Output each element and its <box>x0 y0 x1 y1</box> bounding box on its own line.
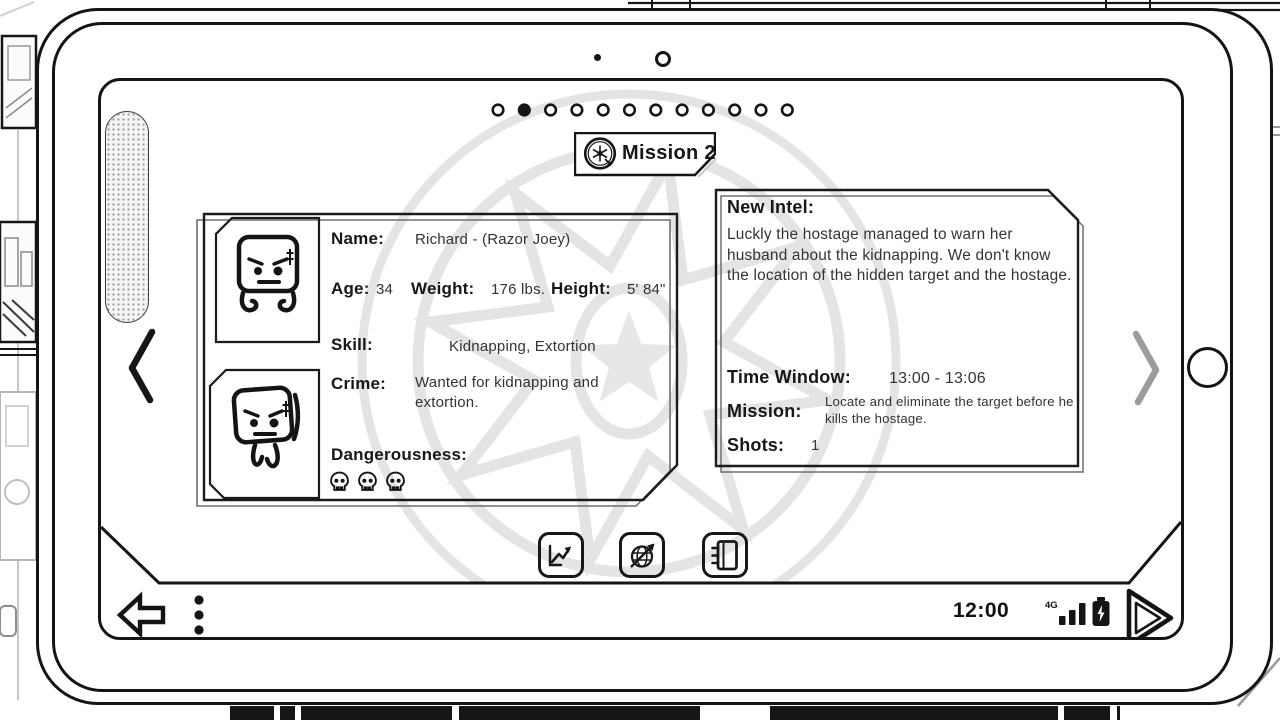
skill-value: Kidnapping, Extortion <box>449 338 596 355</box>
age-label: Age: <box>331 279 370 298</box>
crime-label: Crime: <box>331 374 387 393</box>
skull-icon <box>329 471 350 492</box>
play-next-button[interactable] <box>1121 585 1177 640</box>
battery-charging-icon <box>1091 597 1111 627</box>
map-button[interactable] <box>619 532 665 578</box>
dangerousness-skulls <box>329 471 406 492</box>
pagination-dot[interactable] <box>782 105 793 116</box>
pagination-dot[interactable] <box>756 105 767 116</box>
notebook-button[interactable] <box>702 532 748 578</box>
mugshot-front <box>216 218 319 342</box>
skull-icon <box>357 471 378 492</box>
pagination-dot[interactable] <box>624 105 635 116</box>
chevron-left-icon[interactable] <box>123 325 159 407</box>
dangerousness-label: Dangerousness: <box>331 445 468 464</box>
mugshot-profile <box>210 370 319 498</box>
weight-value: 176 lbs. <box>491 281 546 298</box>
name-value: Richard - (Razor Joey) <box>415 231 571 248</box>
crime-value: Wanted for kidnapping and extortion. <box>415 374 599 411</box>
front-camera-icon <box>655 51 671 67</box>
clock-time: 12:00 <box>953 599 1010 622</box>
home-button[interactable] <box>1187 347 1228 388</box>
back-button[interactable] <box>115 591 167 639</box>
pagination-dot[interactable] <box>598 105 609 116</box>
pagination-dot-active[interactable] <box>519 105 530 116</box>
mission-header-badge <box>574 132 716 176</box>
signal-bars-icon <box>1059 602 1089 626</box>
intel-body: Luckly the hostage managed to warn her husband about the kidnapping. We don't know the location of the hidden target and the hostage. <box>727 226 1072 284</box>
shots-value: 1 <box>811 437 820 454</box>
mission-emblem-icon <box>585 139 615 169</box>
skill-label: Skill: <box>331 335 373 354</box>
height-value: 5' 84" <box>627 281 666 298</box>
menu-dots-icon <box>189 593 209 639</box>
weight-label: Weight: <box>411 279 475 298</box>
microphone-dot-icon <box>594 54 601 61</box>
globe-travel-icon <box>622 535 662 575</box>
notebook-icon <box>705 535 745 575</box>
pagination-dot[interactable] <box>572 105 583 116</box>
skull-icon <box>385 471 406 492</box>
time-window-value: 13:00 - 13:06 <box>889 370 986 387</box>
mission-value: Locate and eliminate the target before he kills the hostage. <box>825 394 1074 426</box>
menu-button[interactable] <box>189 593 209 639</box>
intel-title: New Intel: <box>727 197 815 217</box>
pagination-dot[interactable] <box>545 105 556 116</box>
back-arrow-icon <box>115 591 167 639</box>
pagination-dot[interactable] <box>703 105 714 116</box>
pagination-dots[interactable] <box>490 101 810 119</box>
pagination-dot[interactable] <box>677 105 688 116</box>
play-next-icon <box>1121 585 1177 640</box>
pagination-dot[interactable] <box>729 105 740 116</box>
pagination-dot[interactable] <box>493 105 504 116</box>
mission-label: Mission: <box>727 401 802 421</box>
speaker-grille <box>105 111 149 323</box>
pagination-dot[interactable] <box>651 105 662 116</box>
tablet-screen <box>98 78 1184 640</box>
age-value: 34 <box>376 281 394 298</box>
new-intel-card <box>715 189 1079 467</box>
stats-chart-icon <box>541 535 581 575</box>
chevron-right-icon[interactable] <box>1129 327 1165 409</box>
target-profile-card <box>203 213 678 501</box>
time-window-label: Time Window: <box>727 367 851 387</box>
network-badge: 4G <box>1045 600 1058 611</box>
stats-button[interactable] <box>538 532 584 578</box>
height-label: Height: <box>551 279 611 298</box>
shots-label: Shots: <box>727 435 785 455</box>
mission-title: Mission 2 <box>622 142 716 164</box>
name-label: Name: <box>331 229 384 248</box>
